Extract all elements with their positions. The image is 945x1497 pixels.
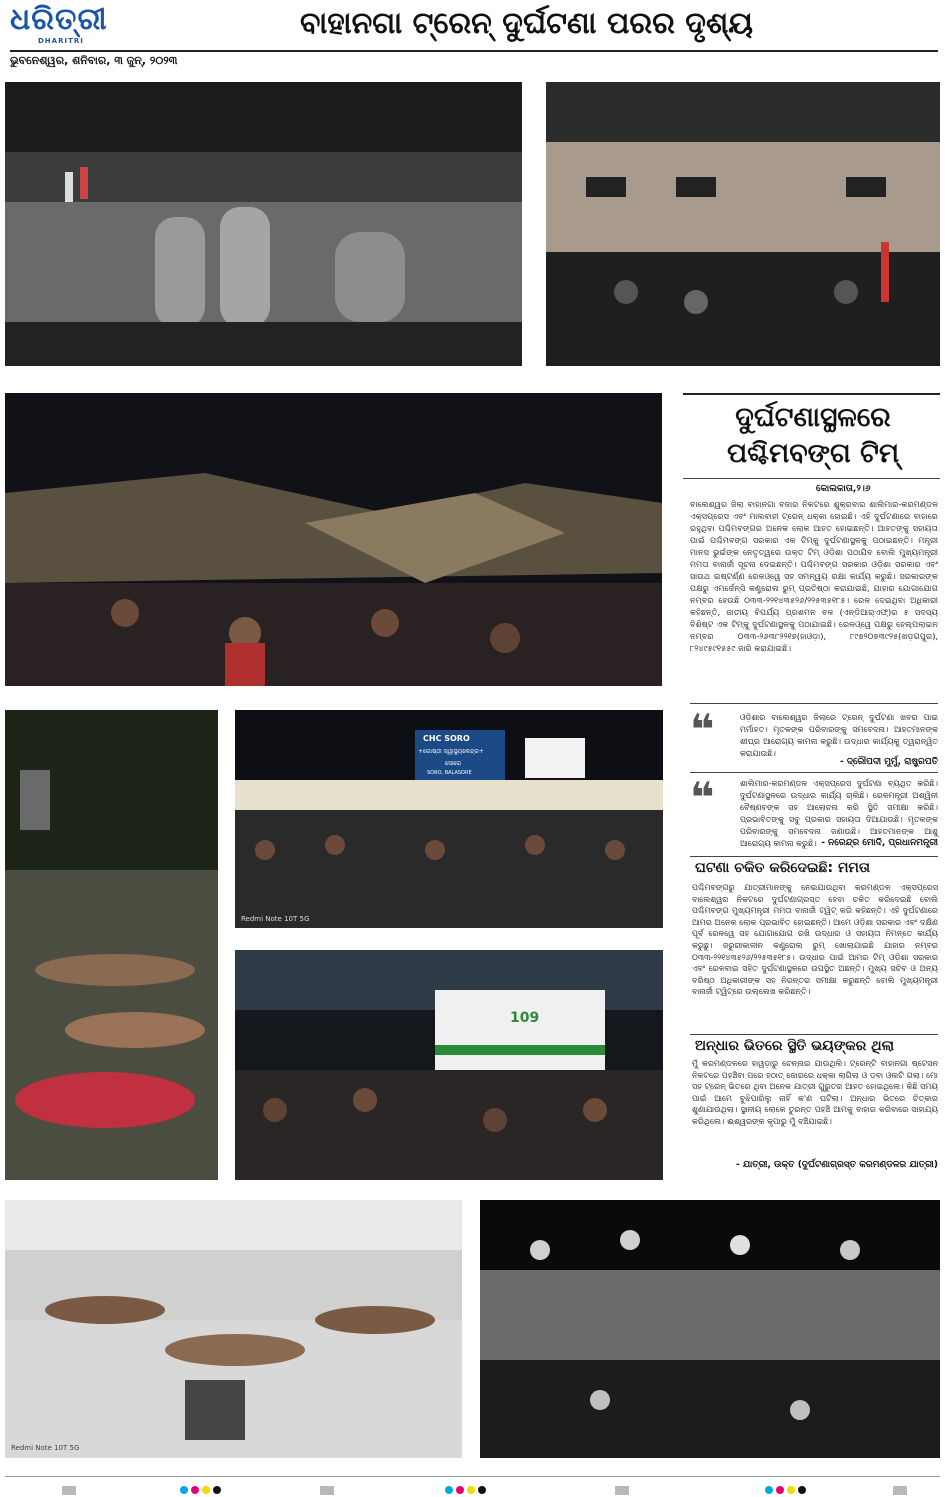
registration-block xyxy=(893,1486,907,1495)
sub1-body: ପଶ୍ଚିମବଙ୍ଗରୁ ଯାତ୍ରୀମାନଙ୍କୁ ନେଇଯାଉଥିବା କରମଣ୍ଡଳ ଏକ୍ସପ୍ରେସ ବାଲେଶ୍ୱର ନିକଟରେ ଦୁର୍ଘଟଣାଗ୍ରସ୍ତ ହେବା ଚକିତ କରିଦେଇଛି ବୋଲି ପଶ୍ଚିମବଙ୍ଗ ମୁଖ୍ୟମନ୍ତ୍ରୀ ମମତା ବାନାର୍ଜୀ ଟ୍ୱିଟ୍ କରି କହିଛନ୍ତି। ଏହି ଦୁର୍ଘଟଣାରେ ଆମର ଅନେକ ଲୋକ ପ୍ରଭାବିତ ହୋଇଛନ୍ତି। ଆମେ ଓଡ଼ିଶା ସରକାର ଏବଂ ଦକ୍ଷିଣ ପୂର୍ବ ରେଳୱେ ସହ ଯୋଗାଯୋଗ ରଖି ଉଦ୍ଧାର ଓ ସହାୟତା ନିମନ୍ତେ କାର୍ଯ୍ୟ କରୁଛୁ। ଜରୁରୀକାଳୀନ କଣ୍ଟ୍ରୋଲ ରୁମ୍ ଖୋଲାଯାଇଛି ଯାହାର ନମ୍ବର ୦୩୩-୨୨୧୪୩୫୨୬/୨୨୫୩୫୧୮୫। ଉଦ୍ଧାର ପାଇଁ ଆମର ଟିମ୍ ଓଡ଼ିଶା ସରକାର ଏବଂ ରେଳବାଇ ସହିତ ଦୁର୍ଘଟଣାସ୍ଥଳରେ ଉପସ୍ଥିତ ଅଛନ୍ତି। ମୁଖ୍ୟ ସଚିବ ଓ ଅନ୍ୟ ବରିଷ୍ଠ ଅଧିକାରୀଙ୍କ ସହ ନିରନ୍ତର ସମୀକ୍ଷା କରୁଛନ୍ତି ବୋଲି ମୁଖ୍ୟମନ୍ତ୍ରୀ ବାନାର୍ଜୀ ଟ୍ୱିଟ୍‌ରେ ଉଲ୍ଲେଖ କରିଛନ୍ତି। xyxy=(692,883,938,997)
registration-dot-black xyxy=(478,1486,486,1494)
photo-damaged-coach-crowd xyxy=(546,82,940,366)
sub2-rule xyxy=(690,1034,938,1035)
page-headline: ବାହାନଗା ଟ୍ରେନ୍ ଦୁର୍ଘଟଣା ପରର ଦୃଶ୍ୟ xyxy=(300,6,754,41)
quote2-text: ଶାଲିମାର-କରମଣ୍ଡଳ ଏକ୍ସପ୍ରେସ ଦୁର୍ଘଟଣା ବ୍ୟଥିତ କରିଛି। ଦୁର୍ଘଟଣାସ୍ଥଳରେ ଉଦ୍ଧାର କାର୍ଯ୍ୟ ଚାଲିଛି। ରେଳମନ୍ତ୍ରୀ ଅଶ୍ୱିନୀ ବୈଷ୍ଣବଙ୍କ ସହ ଆଲୋଚନା କରି ସ୍ଥିତି ସମୀକ୍ଷା କରିଛି। ପ୍ରଭାବିତଙ୍କୁ ସବୁ ପ୍ରକାର ସହାୟତା ଦିଆଯାଉଛି। ମୃତକଙ୍କ ପରିବାରଙ୍କୁ ସମବେଦନା ଜଣାଉଛି। ଆହତମାନଙ୍କ ଆଶୁ ଆରୋଗ୍ୟ କାମନା କରୁଛି। xyxy=(740,779,938,848)
registration-dot-yellow xyxy=(202,1486,210,1494)
chc-sign-name: +ଗୋଷ୍ଠୀ ସ୍ୱାସ୍ଥ୍ୟକେନ୍ଦ୍ର+ xyxy=(418,748,484,755)
registration-block xyxy=(62,1486,76,1495)
camera-watermark: Redmi Note 10T 5G xyxy=(11,1444,80,1452)
page-dateline: ଭୁବନେଶ୍ୱର, ଶନିବାର, ୩ ଜୁନ୍, ୨୦୨୩ xyxy=(10,54,178,67)
quote2-rule xyxy=(690,772,938,773)
registration-dot-black xyxy=(798,1486,806,1494)
chc-sign-title: CHC SORO xyxy=(423,734,470,743)
sub1-rule xyxy=(690,856,938,857)
registration-dot-cyan xyxy=(180,1486,188,1494)
article-title: ଦୁର୍ଘଟଣାସ୍ଥଳରେ ପଶ୍ଚିମବଙ୍ଗ ଟିମ୍ xyxy=(726,402,900,469)
quote-icon: ❝ xyxy=(690,705,715,754)
quote1-signature: - ଦ୍ରୌପଦୀ ମୁର୍ମୁ, ରାଷ୍ଟ୍ରପତି xyxy=(839,757,938,767)
article-body: ବାଲେଶ୍ୱର ଜିଲା ବାହାନଗା ବଜାର ନିକଟରେ ଶୁକ୍ରବାର ଶାଲିମାର-କରମଣ୍ଡଳ ଏକ୍ସପ୍ରେସ ଏବଂ ମାଲବାହୀ ଟ୍ରେନ୍ ଧକ୍କା ହୋଇଛି। ଏହି ଦୁର୍ଘଟଣାରେ ବାହାରେ ରହୁଥିବା ପଶ୍ଚିମବଙ୍ଗର ଅନେକ ଲୋକ ଆହତ ହୋଇଛନ୍ତି। ଆହତଙ୍କୁ ସହାୟତା ପାଇଁ ପଶ୍ଚିମବଙ୍ଗ ସରକାର ଏକ ଟିମ୍‌କୁ ଦୁର୍ଘଟଣାସ୍ଥଳକୁ ପଠାଇଛନ୍ତି। ମନ୍ତ୍ରୀ ମାନସ ଭୁଇଁଙ୍କ ନେତୃତ୍ୱରେ ଉକ୍ତ ଟିମ୍ ଓଡ଼ିଶା ପଠାଯିବ ବୋଲି ମୁଖ୍ୟମନ୍ତ୍ରୀ ମମତା ବାନାର୍ଜୀ ସୂଚନା ଦେଇଛନ୍ତି। ପଶ୍ଚିମବଙ୍ଗ ସରକାର ଓଡ଼ିଶା ସରକାର ଏବଂ ସାଉଥ ଇଷ୍ଟର୍ଣ୍ଣ ରେଳଓ୍ୱେ ସହ ସମନ୍ୱୟ ରକ୍ଷା କାର୍ଯ୍ୟ କରୁଛି। ସରକାରଙ୍କ ପକ୍ଷରୁ ଏମର୍ଜେନ୍ସି କଣ୍ଟ୍ରୋଲ ରୁମ୍ ପ୍ରତିଷ୍ଠା କରାଯାଇଛି, ଯାହାର ଯୋଗାଯୋଗ ନମ୍ବର ହେଉଛି ୦୩୩-୨୨୧୪୩୫୨୬/୨୨୫୩୫୧୮୫। ରେଳ ଦେଇଥିବା ଅଧିକାରୀ କହିଛନ୍ତି, ଜାତୀୟ ବିପର୍ଯ୍ୟ ପ୍ରଶମନ ବଳ (ଏନ୍‌ଡିଆର୍‌ଏଫ୍)ର ୫ ସଦସ୍ୟ ବିଶିଷ୍ଟ ଏକ ଟିମ୍‌କୁ ଦୁର୍ଘଟଣାସ୍ଥଳକୁ ପଠାଯାଇଛି। ରେଳଓ୍ୱେ ପକ୍ଷରୁ ହେଲ୍ପଲାଇନ ନମ୍ବର ୦୩୩-୨୬୩୮୨୨୧୭(ହାଓଡ଼ା), ୮୯୭୨୦୭୩୯୨୫(ଖଡ଼ଗପୁର), ୮୨୪୯୫୯୧୫୫୯ ଜାରି କରାଯାଇଛି। xyxy=(690,499,938,653)
newspaper-logo-subtitle: DHARITRI xyxy=(38,37,84,45)
registration-dot-black xyxy=(213,1486,221,1494)
registration-dot-cyan xyxy=(445,1486,453,1494)
photo-chc-soro xyxy=(235,710,663,928)
quote1-rule xyxy=(690,703,938,704)
registration-dot-yellow xyxy=(787,1486,795,1494)
article-top-rule xyxy=(683,393,940,395)
article-dateline: କୋଲକାତା,୨।୬ xyxy=(816,484,871,494)
sub1-heading: ଘଟଣା ଚକିତ କରିଦେଇଛି: ମମତା xyxy=(695,860,871,876)
registration-dot-magenta xyxy=(456,1486,464,1494)
sub2-body: ମୁଁ କରମଣ୍ଡଳରେ ହାୱଡ଼ାରୁ ଚେନ୍ନାଇ ଯାଉଥିଲି। ଟ୍ରେନ୍ଟି ବାହାନଗା ଷ୍ଟେସନ ନିକଟରେ ପହଞ୍ଚିବା ପରେ ହଠାତ୍ ଜୋରରେ ଧକ୍କା ଲାଗିଲା ଓ ଡବା ଓଲଟି ଗଲା। ମୋ ସହ ଟ୍ରେନ୍ ଭିତରେ ଥିବା ଅନେକ ଯାତ୍ରୀ ଗୁରୁତର ଆହତ ହୋଇଥିଲେ। କିଛି ସମୟ ପାଇଁ ଆମେ ବୁଝିପାରିଲୁ ନାହିଁ କ'ଣ ଘଟିଲା। ଅନ୍ଧାର ଭିତରେ ଚିତ୍କାର ଶୁଣାଯାଉଥିଲା। ସ୍ଥାନୀୟ ଲୋକେ ତୁରନ୍ତ ପହଞ୍ଚି ଆମକୁ ବାହାର କରିବାରେ ସାହାଯ୍ୟ କରିଥିଲେ। ଈଶ୍ୱରଙ୍କ କୃପାରୁ ମୁଁ ବଞ୍ଚିଯାଇଛି। xyxy=(692,1059,938,1126)
quote2-signature: - ନରେନ୍ଦ୍ର ମୋଦି, ପ୍ରଧାନମନ୍ତ୍ରୀ xyxy=(821,838,938,848)
quote1-text: ଓଡ଼ିଶାର ବାଲେଶ୍ୱର ଜିଲାରେ ଟ୍ରେନ୍ ଦୁର୍ଘଟଣା ଖବର ପାଇ ମର୍ମାହତ। ମୃତକଙ୍କ ପରିବାରଙ୍କୁ ସମବେଦନା। ଆହତମାନଙ୍କ ଶୀଘ୍ର ଆରୋଗ୍ୟ କାମନା କରୁଛି। ଉଦ୍ଧାର କାର୍ଯ୍ୟକୁ ତ୍ୱରାନ୍ୱିତ କରାଯାଉଛି। xyxy=(740,713,938,758)
sub2-signature: - ଯାତ୍ରୀ, ଉକ୍ତ (ଦୁର୍ଘଟଣାଗ୍ରସ୍ତ କରମଣ୍ଡଳର ଯାତ୍ରୀ) xyxy=(736,1160,938,1170)
registration-dot-magenta xyxy=(776,1486,784,1494)
registration-block xyxy=(615,1486,629,1495)
title-rule xyxy=(683,478,940,479)
photo-people-on-coach xyxy=(480,1200,940,1458)
sub2-heading: ଅନ୍ଧାର ଭିତରେ ସ୍ଥିତି ଭୟଙ୍କର ଥିଲା xyxy=(695,1038,895,1054)
footer-rule xyxy=(5,1476,940,1477)
photo-overturned-coach xyxy=(5,82,522,366)
registration-dot-yellow xyxy=(467,1486,475,1494)
chc-sign-sub: ସୋରୋ xyxy=(445,760,462,767)
registration-dot-cyan xyxy=(765,1486,773,1494)
quote-icon: ❝ xyxy=(690,773,715,822)
registration-block xyxy=(320,1486,334,1495)
ambulance-number: 109 xyxy=(510,1010,540,1026)
photo-injured-on-ground xyxy=(5,710,218,1180)
photo-ambulance-crowd xyxy=(235,950,663,1180)
photo-hospital-floor xyxy=(5,1200,462,1458)
photo-night-crowd-site xyxy=(5,393,662,686)
chc-sign-location: SORO, BALASORE xyxy=(427,770,472,776)
camera-watermark: Redmi Note 10T 5G xyxy=(241,915,310,923)
registration-dot-magenta xyxy=(191,1486,199,1494)
newspaper-logo: ଧରିତ୍ରୀ xyxy=(10,2,108,37)
